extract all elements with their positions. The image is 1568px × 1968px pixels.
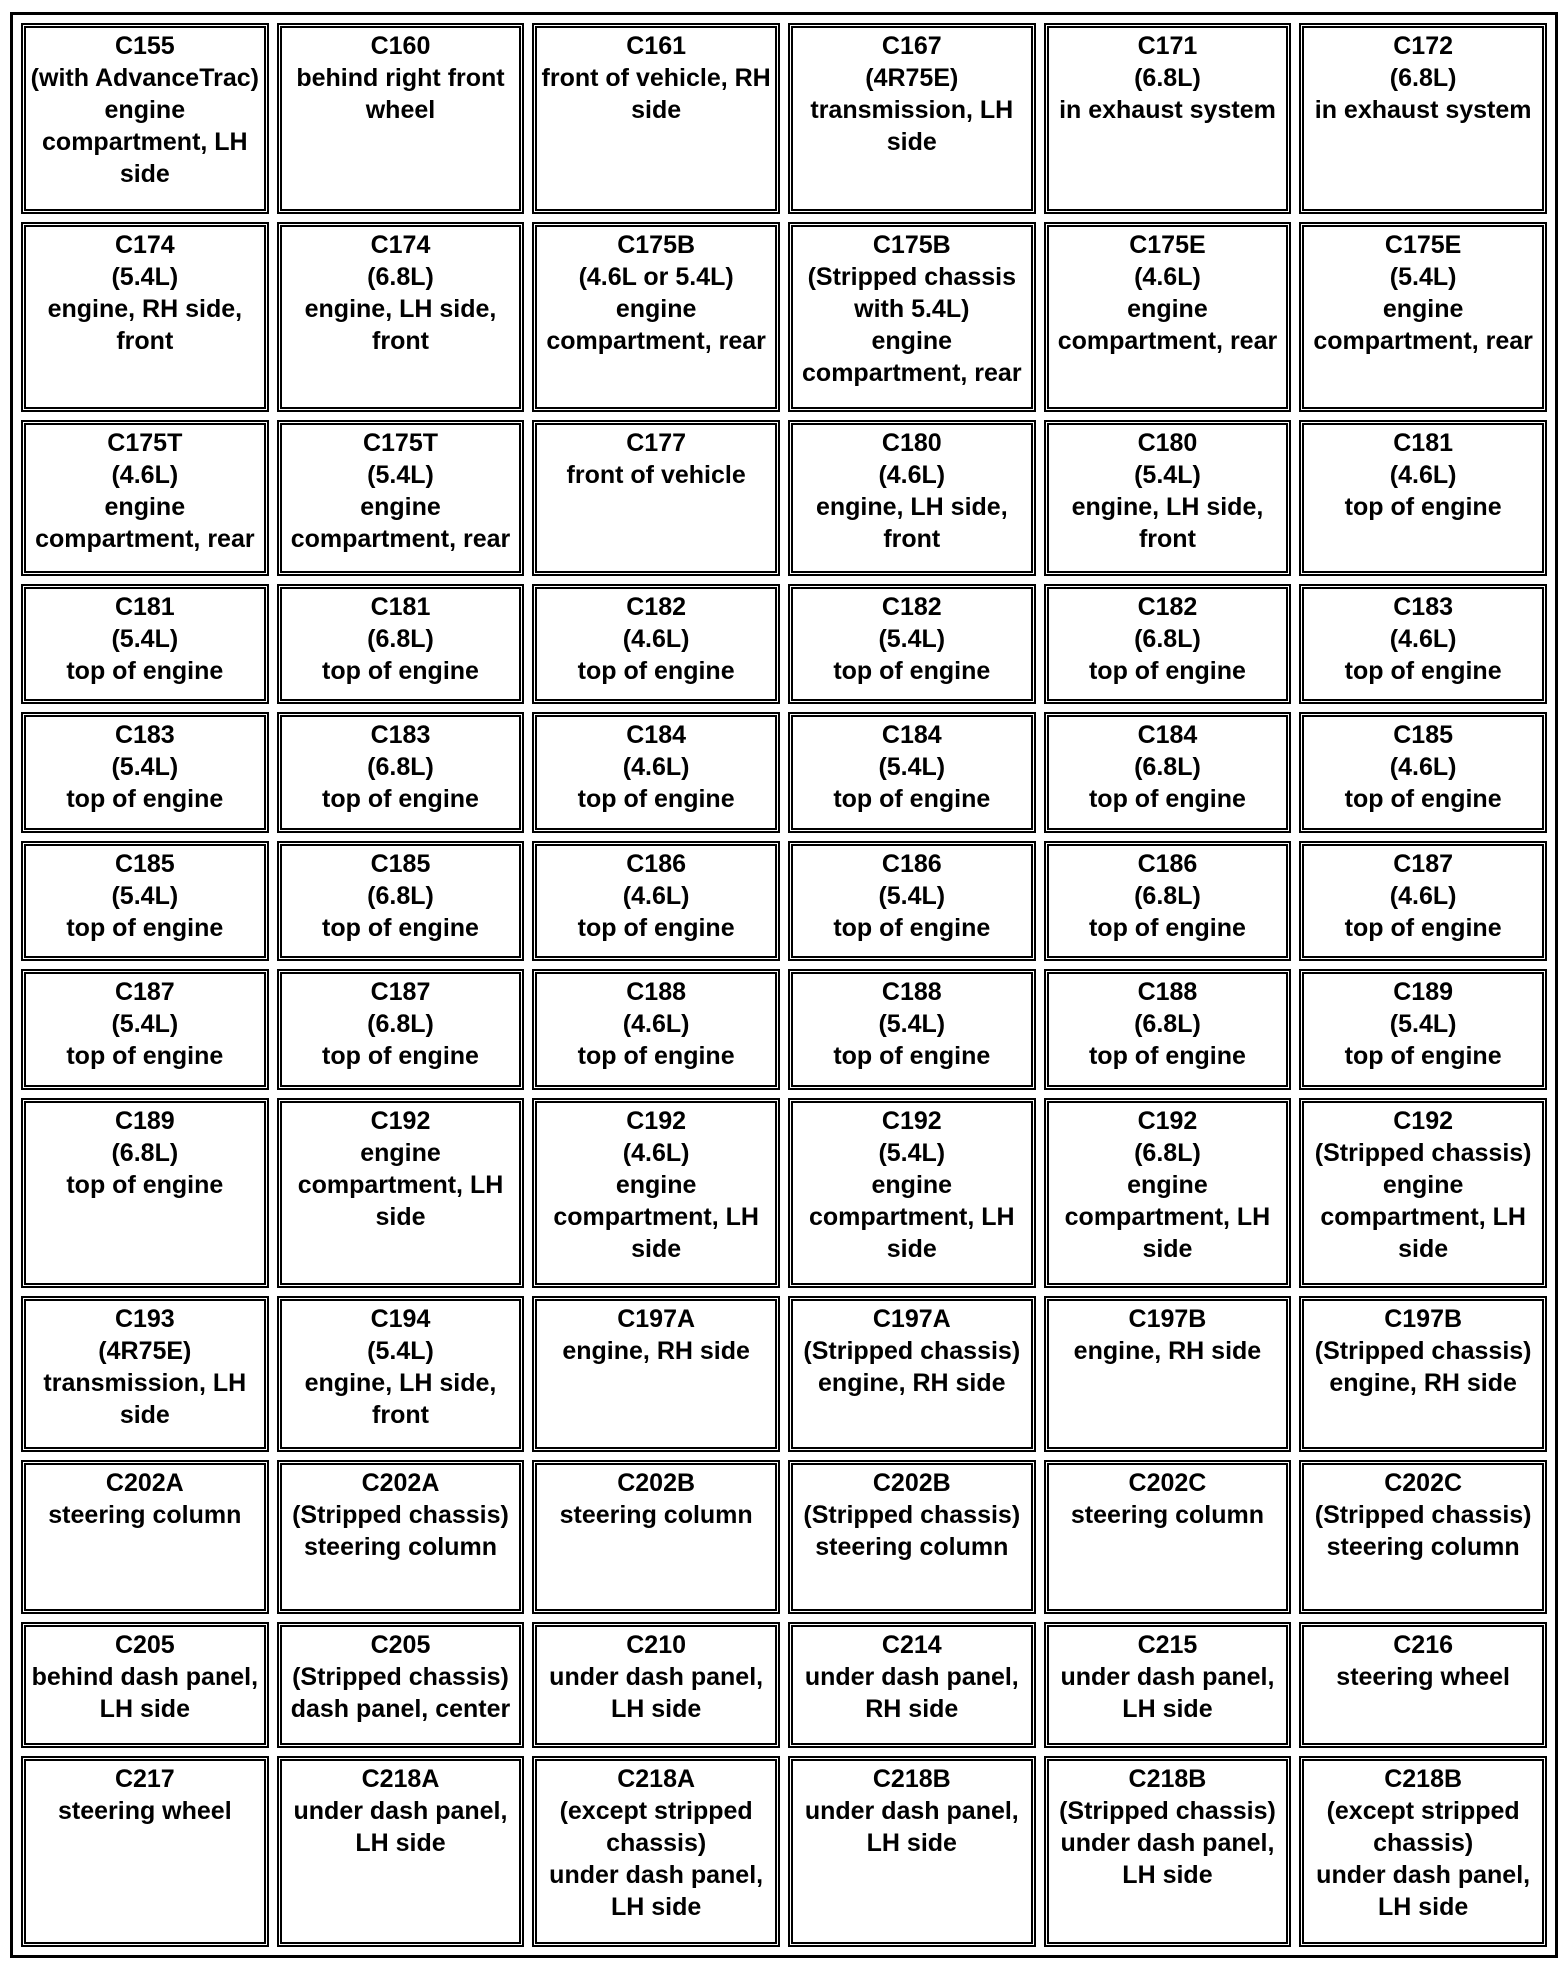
connector-cell [532, 1622, 780, 1748]
connector-location-text: (4.6L) [622, 1010, 690, 1039]
connector-cell [532, 712, 780, 833]
connector-cell [1299, 222, 1547, 413]
connector-id: C183 [370, 721, 431, 750]
connector-cell [788, 584, 1036, 705]
connector-location-text: top of engine [66, 913, 224, 942]
connector-location-text: (4.6L) [622, 753, 690, 782]
connector-id: C175T [107, 429, 183, 458]
connector-id: C181 [114, 592, 175, 621]
connector-location-text: steering column [1326, 1532, 1520, 1561]
connector-cell [277, 1460, 525, 1614]
connector-location-text: engine compartment, rear [35, 493, 255, 554]
connector-cell [277, 420, 525, 576]
connector-location-text: engine, RH side [1329, 1369, 1517, 1398]
connector-id: C188 [626, 978, 687, 1007]
connector-location-text: (6.8L) [1134, 624, 1201, 653]
connector-location-text: top of engine [322, 785, 479, 814]
connector-cell [532, 1756, 780, 1947]
connector-location-text: (5.4L) [1389, 1010, 1457, 1039]
connector-cell [532, 841, 780, 962]
connector-id: C217 [114, 1765, 175, 1794]
connector-location-text: (4.6L) [1389, 461, 1457, 490]
connector-location-text: (5.4L) [111, 881, 179, 910]
table-body [21, 23, 1547, 1947]
connector-cell [1299, 584, 1547, 705]
connector-location-text: engine compartment, LH side [1064, 1170, 1271, 1263]
connector-location-text: (4.6L) [1389, 753, 1457, 782]
connector-id: C161 [626, 32, 687, 60]
connector-location-text: front of vehicle [566, 461, 746, 490]
connector-cell [21, 222, 269, 413]
table-row [21, 1098, 1547, 1289]
connector-id: C182 [626, 592, 687, 621]
connector-cell [21, 584, 269, 705]
connector-location-text: (4.6L) [1134, 262, 1201, 291]
connector-id: C218A [361, 1765, 440, 1794]
connector-location-text: top of engine [577, 913, 735, 942]
connector-cell [21, 969, 269, 1090]
connector-cell [1299, 1296, 1547, 1452]
connector-id: C171 [1137, 32, 1198, 60]
connector-location-text: (4.6L) [1389, 624, 1457, 653]
table-row [21, 23, 1547, 214]
connector-location-text: (4.6L or 5.4L) [578, 262, 734, 291]
connector-id: C202B [617, 1468, 696, 1497]
connector-cell [1299, 23, 1547, 214]
connector-cell [788, 841, 1036, 962]
connector-location-text: (Stripped chassis) [1314, 1138, 1532, 1167]
connector-location-text: in exhaust system [1059, 96, 1276, 124]
connector-location-text: front of vehicle, RH side [541, 64, 771, 124]
connector-id: C177 [626, 429, 687, 458]
connector-location-text: top of engine [833, 785, 991, 814]
connector-location-text: engine compartment, LH side [297, 1138, 504, 1231]
connector-location-text: engine compartment, LH side [42, 96, 248, 188]
connector-id: C205 [114, 1631, 175, 1660]
connector-id: C182 [1137, 592, 1198, 621]
connector-location-text: (4.6L) [878, 461, 946, 490]
connector-location-text: (5.4L) [878, 1010, 946, 1039]
table-row [21, 1622, 1547, 1748]
connector-cell [1044, 1296, 1292, 1452]
connector-location-text: (4.6L) [622, 881, 690, 910]
connector-location-text: transmission, LH side [810, 96, 1014, 156]
connector-location-text: (6.8L) [1134, 1138, 1201, 1167]
connector-cell [21, 1296, 269, 1452]
connector-location-text: (Stripped chassis) [292, 1663, 509, 1692]
connector-location-text: (4.6L) [111, 461, 179, 490]
connector-location-text: (with AdvanceTrac) [30, 64, 259, 92]
connector-location-text: engine, LH side, front [304, 294, 497, 355]
connector-location-text: in exhaust system [1314, 96, 1532, 124]
connector-cell [532, 1098, 780, 1289]
connector-id: C187 [1393, 849, 1454, 878]
connector-location-text: engine compartment, LH side [553, 1170, 759, 1263]
connector-cell [532, 1296, 780, 1452]
connector-cell [1044, 23, 1292, 214]
connector-location-text: (6.8L) [367, 881, 434, 910]
connector-location-text: under dash panel, LH side [1060, 1829, 1275, 1890]
connector-location-text: (4R75E) [98, 1337, 192, 1366]
connector-cell [788, 1098, 1036, 1289]
connector-cell [788, 1296, 1036, 1452]
connector-location-text: top of engine [66, 656, 224, 685]
connector-cell [277, 969, 525, 1090]
connector-location-text: top of engine [833, 1042, 991, 1071]
connector-id: C181 [370, 592, 431, 621]
connector-cell [277, 1756, 525, 1947]
connector-location-text: top of engine [1088, 656, 1246, 685]
connector-location-text: (5.4L) [367, 1337, 434, 1366]
connector-location-text: (6.8L) [1134, 881, 1201, 910]
connector-location-text: engine, RH side, front [47, 294, 243, 355]
connector-cell [788, 1460, 1036, 1614]
connector-id: C210 [626, 1631, 687, 1660]
connector-cell [21, 420, 269, 576]
connector-cell [21, 1622, 269, 1748]
table-row [21, 712, 1547, 833]
connector-id: C186 [1137, 849, 1198, 878]
connector-location-text: (6.8L) [1389, 64, 1457, 92]
connector-id: C184 [881, 721, 942, 750]
connector-cell [532, 222, 780, 413]
connector-cell [1299, 712, 1547, 833]
connector-location-text: top of engine [833, 656, 991, 685]
connector-location-text: top of engine [1088, 913, 1246, 942]
connector-cell [788, 1622, 1036, 1748]
connector-id: C192 [1137, 1106, 1198, 1135]
connector-id: C188 [881, 978, 942, 1007]
connector-cell [532, 969, 780, 1090]
connector-id: C160 [370, 32, 431, 60]
connector-cell [788, 420, 1036, 576]
connector-id: C184 [626, 721, 687, 750]
connector-cell [1044, 584, 1292, 705]
connector-cell [277, 584, 525, 705]
connector-id: C174 [370, 230, 431, 259]
connector-cell [1044, 841, 1292, 962]
connector-location-text: under dash panel, RH side [804, 1663, 1019, 1724]
connector-location-text: (Stripped chassis) [292, 1500, 509, 1529]
connector-location-text: top of engine [322, 1042, 479, 1071]
connector-id: C183 [1393, 592, 1454, 621]
connector-location-text: top of engine [66, 1042, 224, 1071]
connector-id: C175B [872, 230, 951, 259]
connector-id: C202A [105, 1468, 184, 1497]
connector-cell [277, 712, 525, 833]
connector-cell [1299, 969, 1547, 1090]
connector-id: C184 [1137, 721, 1198, 750]
connector-cell [277, 1098, 525, 1289]
connector-cell [1044, 1098, 1292, 1289]
connector-id: C218B [1384, 1765, 1463, 1794]
connector-location-text: (5.4L) [1134, 461, 1201, 490]
connector-id: C186 [881, 849, 942, 878]
connector-id: C181 [1393, 429, 1454, 458]
connector-location-text: top of engine [1344, 1042, 1502, 1071]
connector-cell [532, 584, 780, 705]
connector-cell [1299, 841, 1547, 962]
connector-location-text: top of engine [1344, 656, 1502, 685]
connector-cell [277, 23, 525, 214]
connector-cell [788, 222, 1036, 413]
connector-location-text: top of engine [577, 785, 735, 814]
connector-id: C192 [626, 1106, 687, 1135]
connector-id: C189 [114, 1106, 175, 1135]
connector-cell [277, 1622, 525, 1748]
connector-location-text: (5.4L) [111, 1010, 179, 1039]
connector-id: C187 [114, 978, 175, 1007]
connector-id: C180 [881, 429, 942, 458]
connector-cell [1044, 712, 1292, 833]
connector-location-text: (4.6L) [622, 1138, 690, 1167]
connector-cell [21, 1460, 269, 1614]
connector-location-text: (5.4L) [367, 461, 434, 490]
connector-location-text: (Stripped chassis) [1314, 1500, 1532, 1529]
connector-id: C185 [1393, 721, 1454, 750]
connector-location-text: (5.4L) [111, 262, 179, 291]
connector-location-text: top of engine [577, 656, 735, 685]
connector-location-text: (5.4L) [878, 881, 946, 910]
connector-location-text: top of engine [322, 913, 479, 942]
connector-location-text: top of engine [1344, 785, 1502, 814]
table-row [21, 1460, 1547, 1614]
connector-id: C194 [370, 1305, 431, 1334]
connector-id: C174 [114, 230, 175, 259]
connector-id: C205 [370, 1631, 431, 1660]
connector-cell [1044, 1460, 1292, 1614]
connector-location-text: (Stripped chassis) [1314, 1337, 1532, 1366]
connector-location-text: engine, LH side, front [304, 1369, 497, 1430]
connector-location-text: (6.8L) [1134, 64, 1201, 92]
connector-id: C202C [1128, 1468, 1207, 1497]
connector-location-text: (5.4L) [111, 624, 179, 653]
connector-id: C155 [114, 32, 175, 60]
connector-cell [277, 841, 525, 962]
connector-location-text: behind dash panel, LH side [31, 1663, 259, 1724]
connector-id: C192 [881, 1106, 942, 1135]
connector-cell [532, 23, 780, 214]
connector-location-text: top of engine [322, 656, 479, 685]
connector-location-text: engine, LH side, front [815, 493, 1008, 554]
connector-location-text: under dash panel, LH side [549, 1663, 764, 1724]
connector-id: C197A [617, 1305, 696, 1334]
connector-location-text: engine, LH side, front [1071, 493, 1264, 554]
connector-location-text: top of engine [1088, 785, 1246, 814]
connector-location-text: transmission, LH side [43, 1369, 247, 1430]
connector-id: C175T [362, 429, 438, 458]
connector-id: C218B [1128, 1765, 1207, 1794]
connector-id: C197B [1384, 1305, 1463, 1334]
connector-id: C183 [114, 721, 175, 750]
connector-id: C172 [1393, 32, 1454, 60]
connector-location-text: (5.4L) [1389, 262, 1457, 291]
connector-location-text: top of engine [66, 1170, 224, 1199]
table-row [21, 420, 1547, 576]
connector-cell [1044, 420, 1292, 576]
connector-id: C197A [872, 1305, 951, 1334]
connector-location-text: (5.4L) [878, 624, 946, 653]
connector-location-text: steering column [303, 1532, 498, 1561]
connector-id: C175E [1384, 230, 1462, 259]
connector-id: C214 [881, 1631, 942, 1660]
connector-location-text: engine compartment, LH side [809, 1170, 1015, 1263]
connector-location-text: (Stripped chassis with 5.4L) [807, 262, 1016, 323]
connector-cell [21, 1756, 269, 1947]
connector-id: C186 [626, 849, 687, 878]
connector-cell [532, 1460, 780, 1614]
connector-location-text: (6.8L) [367, 1010, 434, 1039]
connector-cell [788, 23, 1036, 214]
connector-id: C202B [872, 1468, 951, 1497]
connector-cell [277, 1296, 525, 1452]
connector-cell [1044, 222, 1292, 413]
connector-id: C180 [1137, 429, 1198, 458]
connector-location-text: (Stripped chassis) [803, 1500, 1021, 1529]
table-row [21, 222, 1547, 413]
connector-location-text: engine compartment, rear [546, 294, 766, 355]
connector-location-text: steering column [559, 1500, 753, 1529]
connector-location-text: engine compartment, rear [290, 493, 511, 554]
connector-id: C187 [370, 978, 431, 1007]
connector-location-text: under dash panel, LH side [1316, 1861, 1531, 1922]
connector-location-text: top of engine [577, 1042, 735, 1071]
connector-location-text: (6.8L) [1134, 1010, 1201, 1039]
connector-location-text: (6.8L) [367, 262, 434, 291]
connector-location-text: under dash panel, LH side [549, 1861, 764, 1922]
connector-location-text: (5.4L) [878, 753, 946, 782]
connector-location-text: (Stripped chassis) [803, 1337, 1021, 1366]
connector-id: C193 [114, 1305, 175, 1334]
connector-cell [277, 222, 525, 413]
connector-location-text: (except stripped chassis) [1326, 1797, 1520, 1858]
connector-id: C192 [1393, 1106, 1454, 1135]
connector-location-text: top of engine [833, 913, 991, 942]
connector-id: C218B [872, 1765, 951, 1794]
connector-location-text: (Stripped chassis) [1059, 1797, 1276, 1826]
connector-location-text: engine, RH side [818, 1369, 1006, 1398]
connector-location-text: under dash panel, LH side [1060, 1663, 1275, 1724]
connector-cell [1299, 1460, 1547, 1614]
connector-id: C167 [881, 32, 942, 60]
connector-cell [1299, 420, 1547, 576]
connector-id: C175E [1129, 230, 1206, 259]
connector-location-text: top of engine [1344, 493, 1502, 522]
connector-id: C182 [881, 592, 942, 621]
connector-cell [1044, 969, 1292, 1090]
connector-location-text: top of engine [1088, 1042, 1246, 1071]
connector-location-text: (5.4L) [111, 753, 179, 782]
connector-location-text: (4R75E) [865, 64, 959, 92]
table-row [21, 841, 1547, 962]
table-row [21, 969, 1547, 1090]
connector-id: C192 [370, 1106, 431, 1135]
connector-cell [21, 712, 269, 833]
connector-cell [21, 1098, 269, 1289]
connector-location-table [10, 12, 1558, 1958]
connector-id: C189 [1393, 978, 1454, 1007]
connector-cell [1044, 1622, 1292, 1748]
connector-location-text: engine compartment, LH side [1320, 1170, 1526, 1263]
connector-cell [788, 1756, 1036, 1947]
connector-id: C175B [617, 230, 696, 259]
connector-cell [1299, 1622, 1547, 1748]
connector-cell [1299, 1098, 1547, 1289]
connector-cell [1299, 1756, 1547, 1947]
connector-location-text: engine compartment, rear [1057, 294, 1278, 355]
connector-cell [532, 420, 780, 576]
connector-location-text: engine compartment, rear [1313, 294, 1533, 355]
connector-id: C202A [361, 1468, 440, 1497]
connector-location-text: under dash panel, LH side [293, 1797, 508, 1858]
table-row [21, 1756, 1547, 1947]
connector-location-text: steering column [815, 1532, 1009, 1561]
connector-location-text: (5.4L) [878, 1138, 946, 1167]
connector-location-text: top of engine [66, 785, 224, 814]
connector-location-text: under dash panel, LH side [804, 1797, 1019, 1858]
connector-id: C185 [370, 849, 431, 878]
connector-location-text: top of engine [1344, 913, 1502, 942]
connector-cell [21, 841, 269, 962]
connector-location-text: (6.8L) [111, 1138, 179, 1167]
connector-id: C215 [1137, 1631, 1198, 1660]
connector-cell [1044, 1756, 1292, 1947]
connector-cell [21, 23, 269, 214]
connector-location-text: steering column [1070, 1500, 1264, 1529]
connector-location-text: steering column [48, 1500, 242, 1529]
connector-id: C188 [1137, 978, 1198, 1007]
connector-id: C202C [1384, 1468, 1463, 1497]
connector-id: C218A [617, 1765, 696, 1794]
table-row [21, 1296, 1547, 1452]
connector-location-text: behind right front wheel [296, 64, 505, 124]
connector-location-text: (6.8L) [367, 753, 434, 782]
connector-location-text: steering wheel [57, 1797, 232, 1826]
connector-cell [788, 712, 1036, 833]
connector-cell [788, 969, 1036, 1090]
table-row [21, 584, 1547, 705]
connector-location-text: steering wheel [1336, 1663, 1510, 1692]
connector-location-text: dash panel, center [290, 1695, 511, 1724]
connector-location-text: (4.6L) [1389, 881, 1457, 910]
connector-location-text: (6.8L) [1134, 753, 1201, 782]
connector-location-text: engine compartment, rear [802, 326, 1022, 387]
connector-id: C197B [1128, 1305, 1207, 1334]
connector-location-text: engine, RH side [1073, 1337, 1262, 1366]
connector-id: C216 [1393, 1631, 1454, 1660]
connector-location-text: engine, RH side [562, 1337, 750, 1366]
connector-id: C185 [114, 849, 175, 878]
connector-location-text: (except stripped chassis) [559, 1797, 753, 1858]
connector-location-text: (4.6L) [622, 624, 690, 653]
connector-location-text: (6.8L) [367, 624, 434, 653]
